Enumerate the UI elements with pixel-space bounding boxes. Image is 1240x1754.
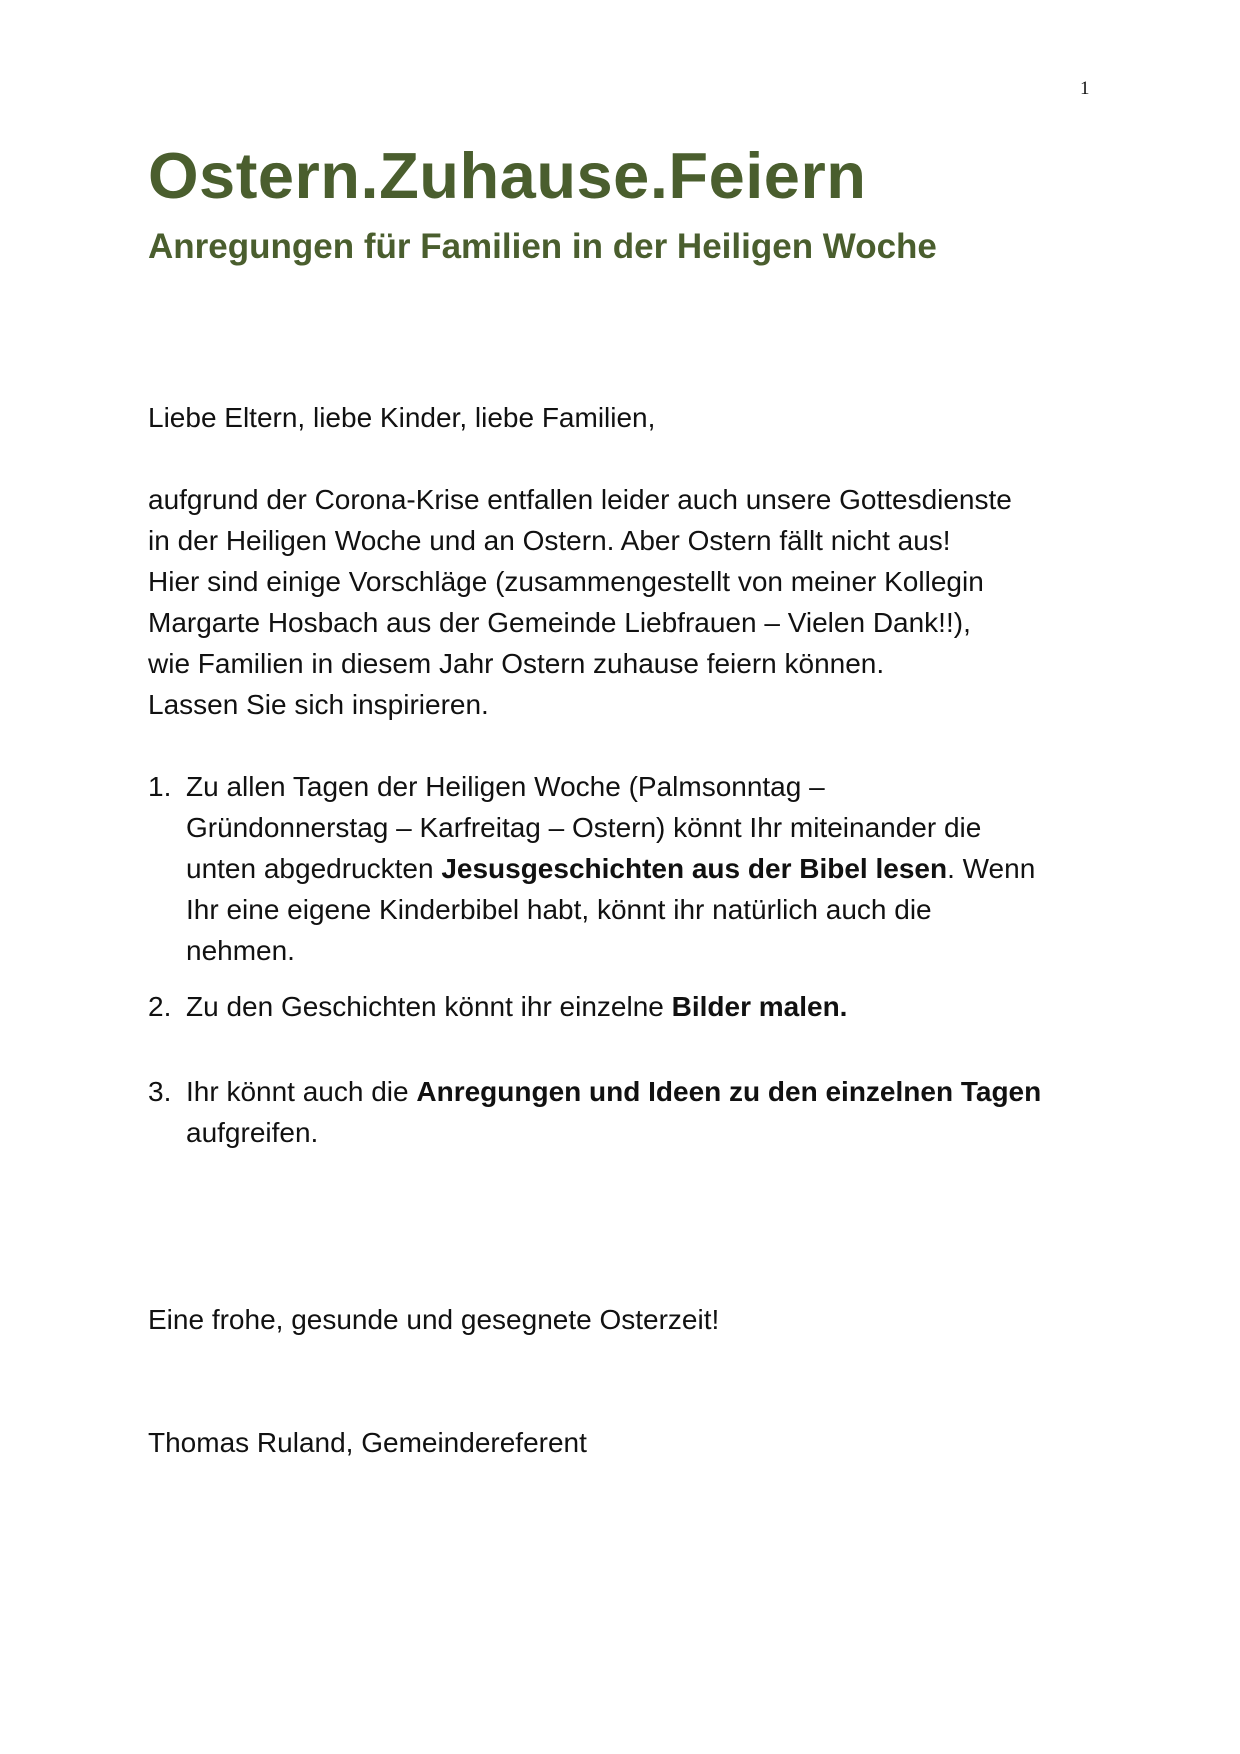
list-number: 1.: [148, 771, 172, 802]
list-text: . Wenn: [947, 853, 1036, 884]
document-title: Ostern.Zuhause.Feiern: [148, 139, 867, 212]
closing-wish: Eine frohe, gesunde und gesegnete Osterzeit!: [148, 1304, 720, 1335]
list-text: Ihr könnt auch die: [186, 1076, 417, 1107]
intro-line: aufgrund der Corona-Krise entfallen leider auch unsere Gottesdienste: [148, 484, 1012, 515]
list-line: [186, 1071, 1108, 1112]
list-line: [186, 986, 1108, 1027]
list-line: Gründonnerstag – Karfreitag – Ostern) könnt Ihr miteinander die: [186, 812, 982, 843]
page-number: 1: [1080, 78, 1090, 99]
signature: Thomas Ruland, Gemeindereferent: [148, 1427, 587, 1458]
intro-paragraph: [148, 479, 1108, 725]
list-line: Ihr eine eigene Kinderbibel habt, könnt ihr natürlich auch die: [186, 894, 932, 925]
list-line: nehmen.: [186, 935, 295, 966]
list-line: aufgreifen.: [186, 1117, 319, 1148]
intro-line: Lassen Sie sich inspirieren.: [148, 689, 489, 720]
document-subtitle: Anregungen für Familien in der Heiligen Woche: [148, 227, 937, 266]
list-line: [186, 848, 1108, 889]
list-text: Zu den Geschichten könnt ihr einzelne: [186, 991, 672, 1022]
list-number: 2.: [148, 991, 172, 1022]
list-item: [148, 986, 1108, 1027]
intro-line: wie Familien in diesem Jahr Ostern zuhause feiern können.: [148, 648, 885, 679]
list-number: 3.: [148, 1076, 172, 1107]
list-item: [148, 766, 1108, 971]
intro-line: in der Heiligen Woche und an Ostern. Aber Ostern fällt nicht aus!: [148, 525, 951, 556]
intro-line: Margarte Hosbach aus der Gemeinde Liebfrauen – Vielen Dank!!),: [148, 607, 971, 638]
intro-line: Hier sind einige Vorschläge (zusammengestellt von meiner Kollegin: [148, 566, 984, 597]
list-emphasis: Jesusgeschichten aus der Bibel lesen: [441, 853, 948, 884]
list-emphasis: Anregungen und Ideen zu den einzelnen Tagen: [416, 1076, 1042, 1107]
list-emphasis: Bilder malen.: [671, 991, 848, 1022]
list-text: unten abgedruckten: [186, 853, 442, 884]
list-line: Zu allen Tagen der Heiligen Woche (Palmsonntag –: [186, 771, 825, 802]
greeting: Liebe Eltern, liebe Kinder, liebe Familien,: [148, 402, 656, 433]
suggestion-list: [148, 766, 1108, 1153]
list-item: [148, 1071, 1108, 1153]
